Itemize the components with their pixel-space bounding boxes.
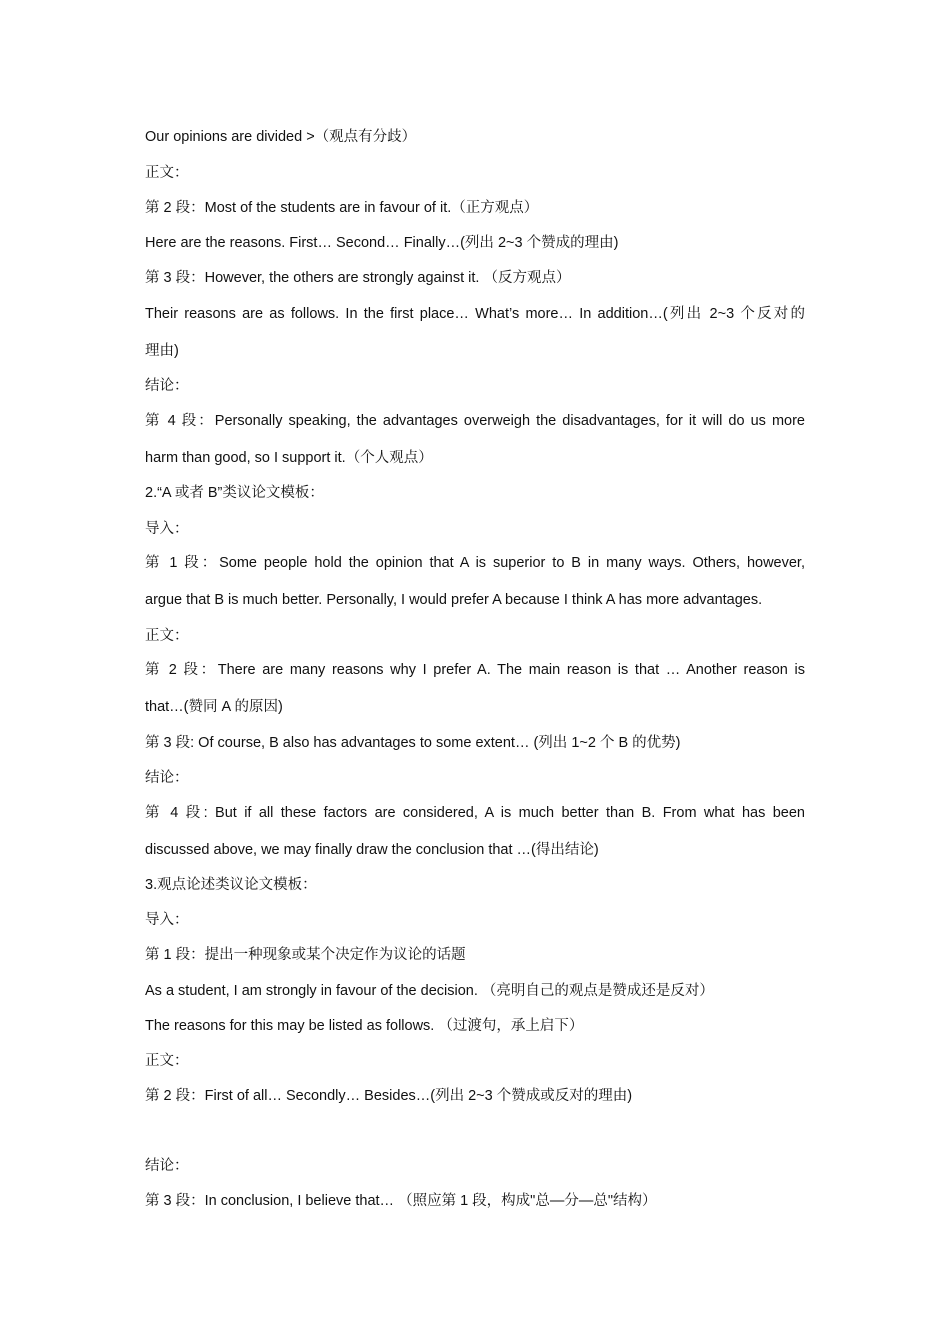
text-line: 第 1 段：提出一种现象或某个决定作为议论的话题 <box>145 947 466 963</box>
section-label-body: 正文： <box>145 1053 189 1069</box>
section-label-conclusion: 结论： <box>145 770 189 786</box>
text-line: The reasons for this may be listed as follows. （过渡句，承上启下） <box>145 1018 584 1034</box>
text-line: that…(赞同 A 的原因) <box>145 699 283 715</box>
text-line: 第 3 段：In conclusion, I believe that… （照应第 1 段，构成"总—分—总"结构） <box>145 1193 657 1209</box>
section-label-conclusion: 结论： <box>145 1158 189 1174</box>
text-line: 第 2 段：First of all… Secondly… Besides…(列出 2~3 个赞成或反对的理由) <box>145 1088 633 1104</box>
text-line: 第 3 段: Of course, B also has advantages to some extent… (列出 1~2 个 B 的优势) <box>145 735 681 751</box>
text-line: 第 2 段：Most of the students are in favour of it.（正方观点） <box>145 200 539 216</box>
text-line: discussed above, we may finally draw the conclusion that …(得出结论) <box>145 842 599 858</box>
text-line: Their reasons are as follows. In the first place… What’s more… In addition…(列出 2~3 个反对的 <box>145 306 805 322</box>
text-line: 理由) <box>145 343 179 359</box>
text-line: harm than good, so I support it.（个人观点） <box>145 450 433 466</box>
section-label-conclusion: 结论： <box>145 378 189 394</box>
text-line: Here are the reasons. First… Second… Finally…(列出 2~3 个赞成的理由) <box>145 235 619 251</box>
text-line: 第 4 段: But if all these factors are considered, A is much better than B. From what has been <box>145 805 805 821</box>
text-line: argue that B is much better. Personally, I would prefer A because I think A has more advantages. <box>145 592 763 608</box>
section-heading: 3.观点论述类议论文模板： <box>145 877 317 893</box>
text-line: As a student, I am strongly in favour of the decision. （亮明自己的观点是赞成还是反对） <box>145 983 714 999</box>
text-line: 第 2 段：There are many reasons why I prefer A. The main reason is that … Another reason is <box>145 662 805 678</box>
text-line: 第 3 段：However, the others are strongly against it. （反方观点） <box>145 270 571 286</box>
section-label-intro: 导入： <box>145 912 189 928</box>
text-line: 第 4 段：Personally speaking, the advantages overweigh the disadvantages, for it will do us more <box>145 413 805 429</box>
text-line: Our opinions are divided >（观点有分歧） <box>145 129 417 145</box>
section-label-intro: 导入： <box>145 521 189 537</box>
section-label-body: 正文： <box>145 165 189 181</box>
section-label-body: 正文： <box>145 628 189 644</box>
text-line: 第 1 段：Some people hold the opinion that A is superior to B in many ways. Others, however, <box>145 555 805 571</box>
section-heading: 2.“A 或者 B”类议论文模板： <box>145 485 324 501</box>
